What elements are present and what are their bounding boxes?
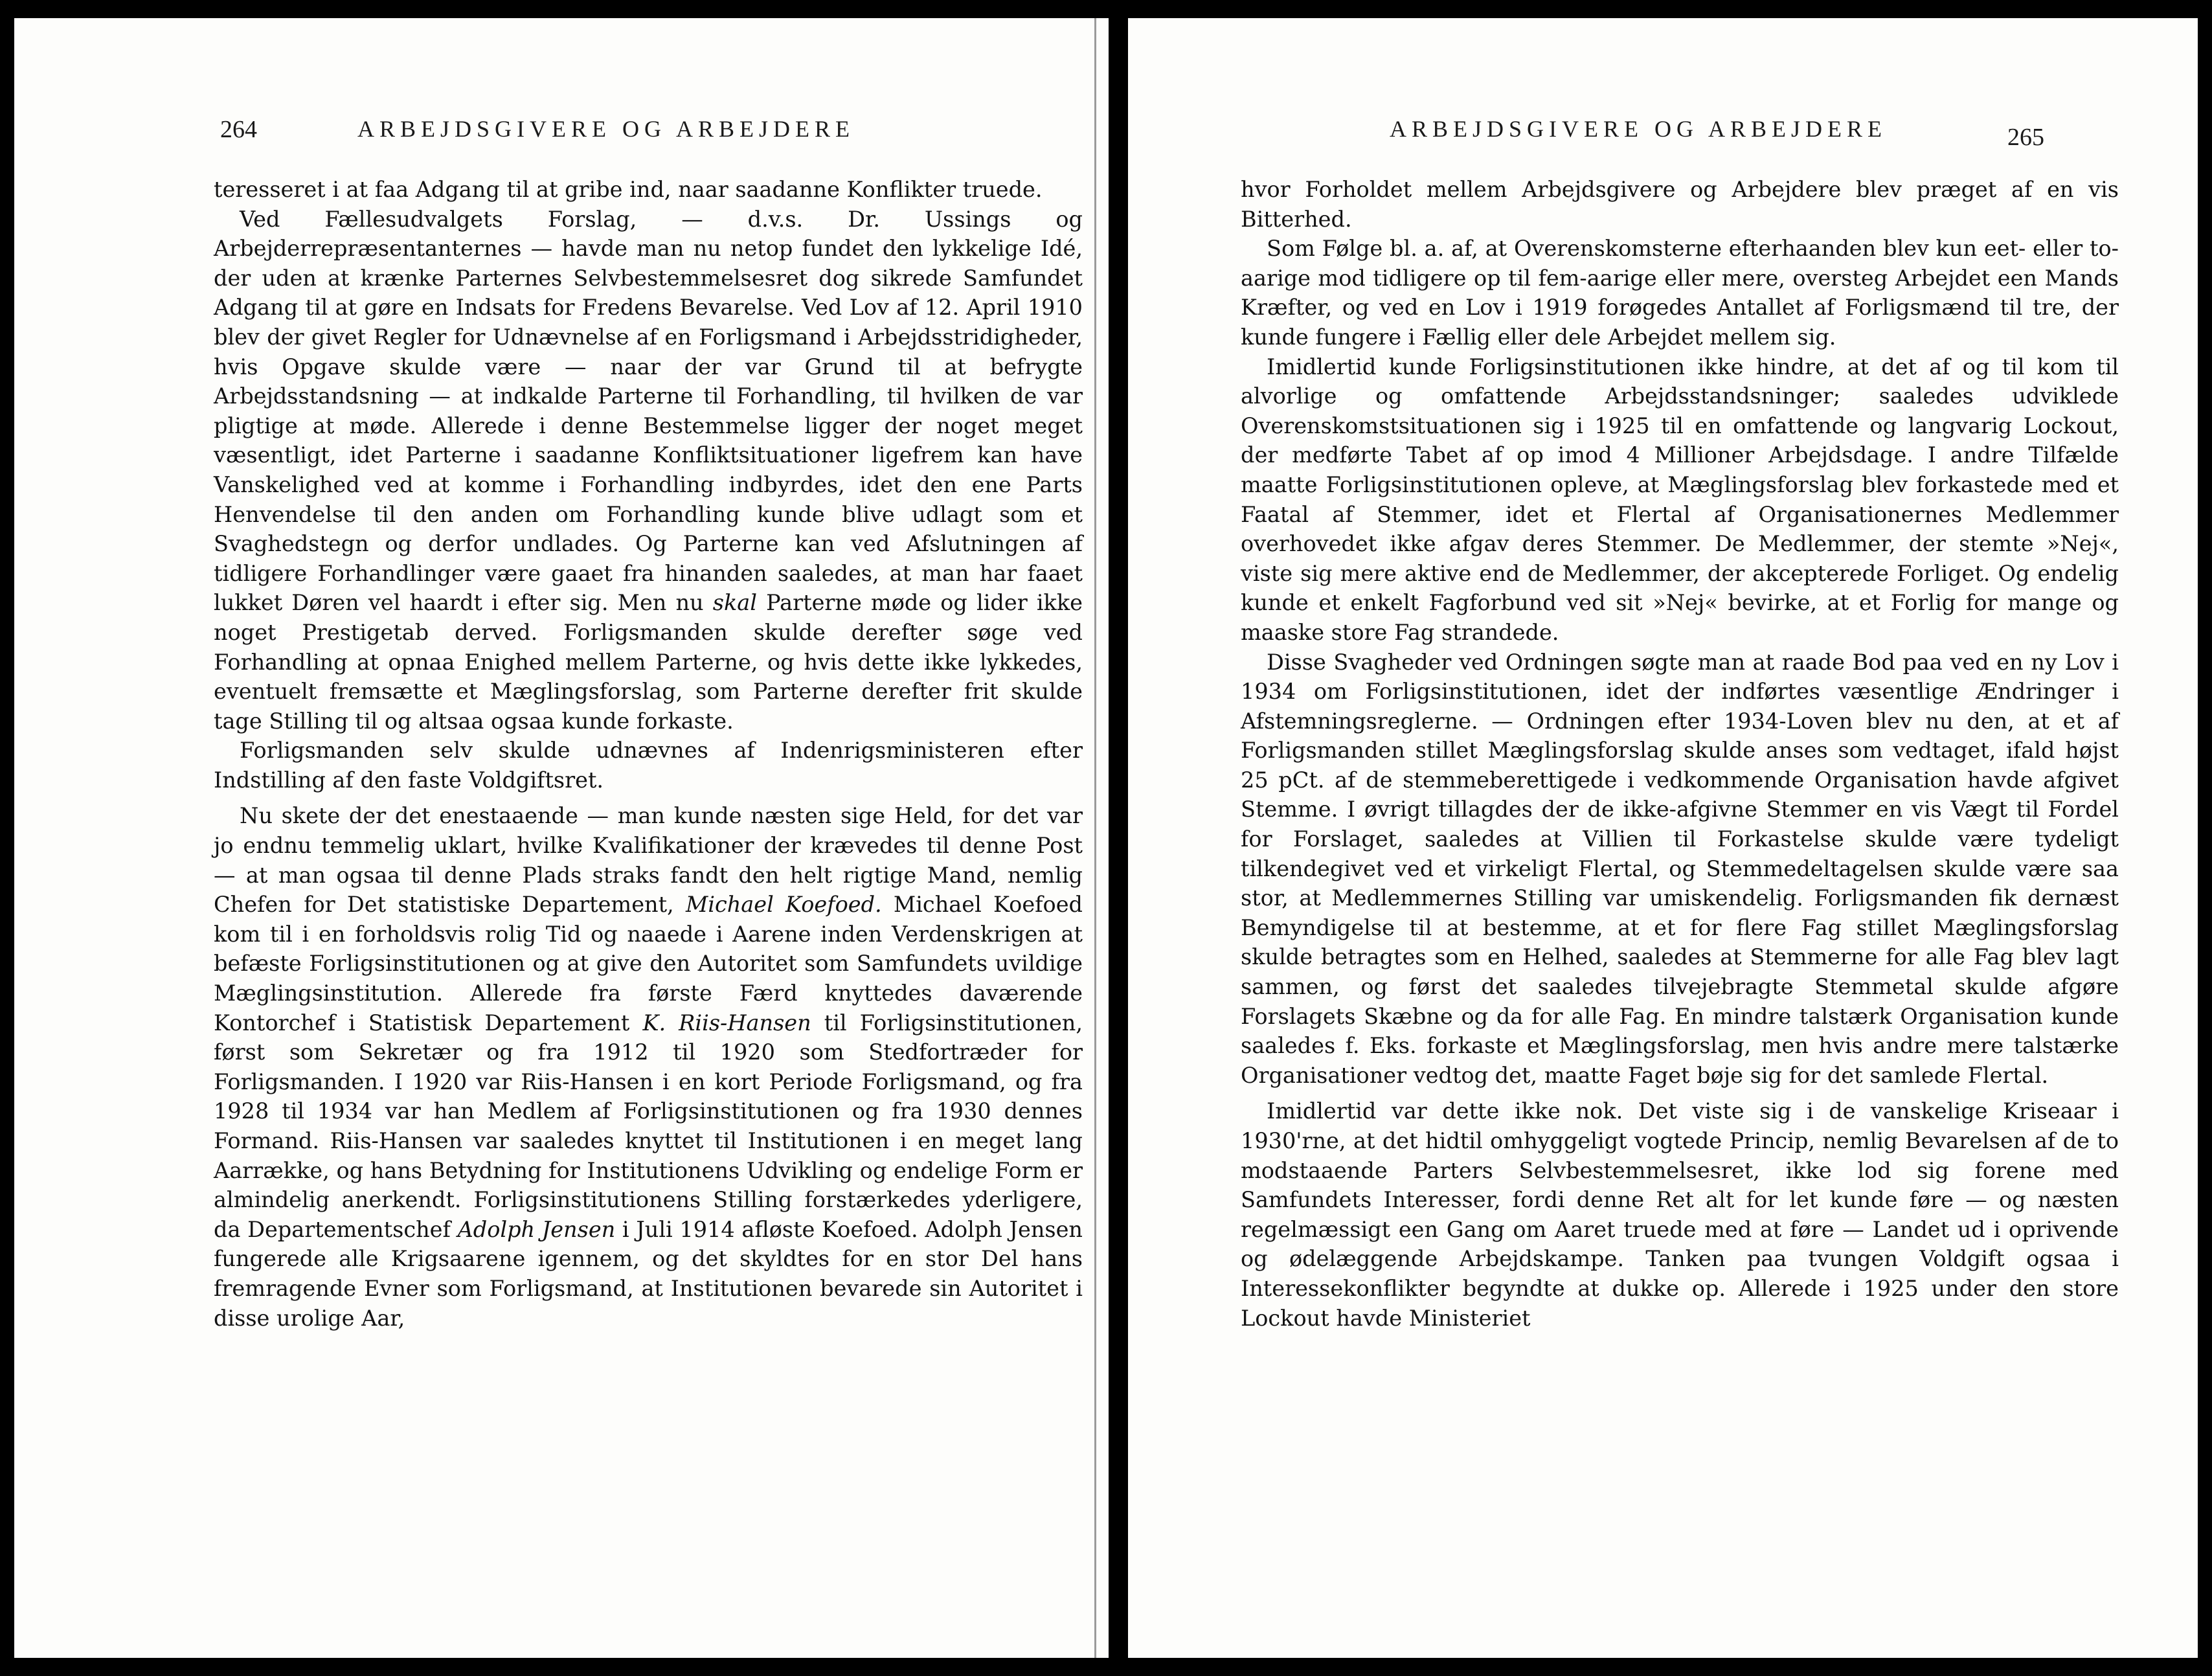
text-run: hvor Forholdet mellem Arbejdsgivere og Arbejdere blev præget af en vis Bitterhed. — [1241, 177, 2119, 232]
paragraph — [214, 205, 1083, 736]
paragraph — [214, 175, 1083, 205]
page-number: 264 — [220, 116, 257, 143]
text-run: teresseret i at faa Adgang til at gribe ind, naar saadanne Konflikter truede. — [214, 177, 1043, 202]
italic-text: K. Riis-Hansen — [642, 1010, 811, 1036]
spine-shadow — [1094, 18, 1096, 1658]
text-run: Imidlertid kunde Forligsinstitutionen ikke hindre, at det af og til kom til alvorlige og omfattende Arbejdsstandsninger; saaledes udviklede Overenskomstsituationen sig i 1925 til en omfattende og langvarig Lockout, der medførte Tabet af op imod 4 Millioner Arbejdsdage. I andre Tilfælde maatte Forligsinstitutionen opleve, at Mæglingsforslag blev forkastede med et Faatal af Stemmer, idet et Flertal af Organisationernes Medlemmer overhovedet ikke afgav deres Stemmer. De Medlemmer, der stemte »Nej«, viste sig mere aktive end de Medlemmer, der akcepterede Forliget. Og endelig kunde et enkelt Fagforbund ved sit »Nej« bevirke, at et Forlig for mange og maaske store Fag strandede. — [1241, 354, 2119, 645]
text-run: Parterne møde og lider ikke noget Prestigetab derved. Forligsmanden skulde derefter søge ved Forhandling at opnaa Enighed mellem Parterne, og hvis dette ikke lykkedes, eventuelt fremsætte et Mæglingsforslag, som Parterne derefter frit skulde tage Stilling til og altsaa ogsaa kunde forkaste. — [214, 590, 1083, 734]
gutter — [1109, 0, 1128, 1676]
scan-border-top — [0, 0, 2212, 18]
text-run: i Juli 1914 afløste Koefoed. Adolph Jensen fungerede alle Krigsaarene igennem, og det skyldtes for en stor Del hans fremragende Evner som Forligsmand, at Institutionen bevarede sin Autoritet i disse urolige Aar, — [214, 1216, 1083, 1331]
paragraph — [1241, 352, 2119, 648]
page-number: 265 — [2007, 124, 2044, 151]
left-page — [14, 18, 1109, 1658]
body-text — [1241, 175, 2119, 1333]
text-run: Disse Svagheder ved Ordningen søgte man at raade Bod paa ved en ny Lov i 1934 om Forligsinstitutionen, idet der indførtes væsentlige Ændringer i Afstemningsreglerne. — Ordningen efter 1934-Loven blev nu den, at et af Forligsmanden stillet Mæglingsforslag skulde anses som vedtaget, ifald højst 25 pCt. af de stemmeberettigede i vedkommende Organisation havde afgivet Stemme. I øvrigt tillagdes der de ikke-afgivne Stemmer en vis Vægt til Fordel for Forslaget, saaledes at Villien til Forkastelse skulde være tydeligt tilkendegivet ved et virkeligt Flertal, og Stemmedeltagelsen skulde være saa stor, at Medlemmernes Stilling var umiskendelig. Forligsmanden fik dernæst Bemyndigelse til at bestemme, at et for flere Fag stillet Mæglingsforslag skulde betragtes som en Helhed, saaledes at Stemmerne for alle Fag blev lagt sammen, og først det saaledes tilvejebragte Stemmetal skulde afgøre Forslagets Skæbne og da for alle Fag. En mindre talstærk Organisation kunde saaledes f. Eks. forkaste et Mæglingsforslag, men hvis andre mere talstærke Organisationer vedtog det, maatte Faget bøje sig for det samlede Flertal. — [1241, 649, 2119, 1088]
paragraph — [214, 736, 1083, 795]
text-run: Forligsmanden selv skulde udnævnes af Indenrigsministeren efter Indstilling af den faste Voldgiftsret. — [214, 738, 1083, 793]
paragraph — [1241, 234, 2119, 352]
text-run: Som Følge bl. a. af, at Overenskomsterne efterhaanden blev kun eet- eller to-aarige mod tidligere op til fem-aarige eller mere, oversteg Arbejdet een Mands Kræfter, og ved en Lov i 1919 forøgedes Antallet af Forligsmænd til tre, der kunde fungere i Fællig eller dele Arbejdet mellem sig. — [1241, 236, 2119, 350]
paragraph — [214, 801, 1083, 1333]
italic-text: skal — [712, 590, 757, 616]
text-run: til Forligsinstitutionen, først som Sekretær og fra 1912 til 1920 som Stedfortræder for Forligsmanden. I 1920 var Riis-Hansen i en kort Periode Forligsmand, og fra 1928 til 1934 var han Medlem af Forligsinstitutionen og fra 1930 dennes Formand. Riis-Hansen var saaledes knyttet til Institutionen i en meget lang Aarrække, og hans Betydning for Institutionens Udvikling og endelige Form er almindelig anerkendt. Forligsinstitutionens Stilling forstærkedes yderligere, da Departementschef — [214, 1010, 1083, 1242]
paragraph — [1241, 1096, 2119, 1333]
text-run: Ved Fællesudvalgets Forslag, — d.v.s. Dr. Ussings og Arbejderrepræsentanternes — havde man nu netop fundet den lykkelige Idé, der uden at krænke Parternes Selvbestemmelsesret dog sikrede Samfundet Adgang til at gøre en Indsats for Fredens Bevarelse. Ved Lov af 12. April 1910 blev der givet Regler for Udnævnelse af en Forligsmand i Arbejdsstridigheder, hvis Opgave skulde være — naar der var Grund til at befrygte Arbejdsstandsning — at indkalde Parterne til Forhandling, til hvilken de var pligtige at møde. Allerede i denne Bestemmelse ligger der noget meget væsentligt, idet Parterne i saadanne Konfliktsituationer ligefrem kan have Vanskelighed ved at komme i Forhandling indbyrdes, idet den ene Parts Henvendelse til den anden om Forhandling kunde blive udlagt som et Svaghedstegn og derfor undlades. Og Parterne kan ved Afslutningen af tidligere Forhandlinger være gaaet fra hinanden saaledes, at man har faaet lukket Døren vel haardt i efter sig. Men nu — [214, 206, 1083, 616]
text-run: Michael Koefoed kom til i en forholdsvis rolig Tid og naaede i Aarene inden Verdenskrigen at befæste Forligsinstitutionen og at give den Autoritet som Samfundets uvildige Mæglingsinstitution. Allerede fra første Færd knyttedes daværende Kontorchef i Statistisk Departement — [214, 892, 1083, 1036]
running-head: ARBEJDSGIVERE OG ARBEJDERE — [1390, 116, 1888, 142]
right-page — [1128, 18, 2198, 1658]
paragraph — [1241, 648, 2119, 1091]
text-run: Imidlertid var dette ikke nok. Det viste sig i de vanskelige Kriseaar i 1930'rne, at det hidtil omhyggeligt vogtede Princip, nemlig Bevarelsen af de to modstaaende Parters Selvbestemmelsesret, ikke lod sig forene med Samfundets Interesser, fordi denne Ret alt for let kunde føre — og næsten regelmæssigt een Gang om Aaret truede med at føre — Landet ud i oprivende og ødelæggende Arbejdskampe. Tanken paa tvungen Voldgift ogsaa i Interessekonflikter begyndte at dukke op. Allerede i 1925 under den store Lockout havde Ministeriet — [1241, 1098, 2119, 1331]
running-head: ARBEJDSGIVERE OG ARBEJDERE — [357, 116, 855, 142]
text-run: Nu skete der det enestaaende — man kunde næsten sige Held, for det var jo endnu temmelig uklart, hvilke Kvalifikationer der krævedes til denne Post — at man ogsaa til denne Plads straks fandt den helt rigtige Mand, nemlig Chefen for Det statistiske Departement, — [214, 803, 1083, 918]
italic-text: Michael Koefoed. — [685, 892, 882, 918]
body-text — [214, 175, 1083, 1333]
paragraph — [1241, 175, 2119, 234]
italic-text: Adolph Jensen — [457, 1216, 616, 1242]
